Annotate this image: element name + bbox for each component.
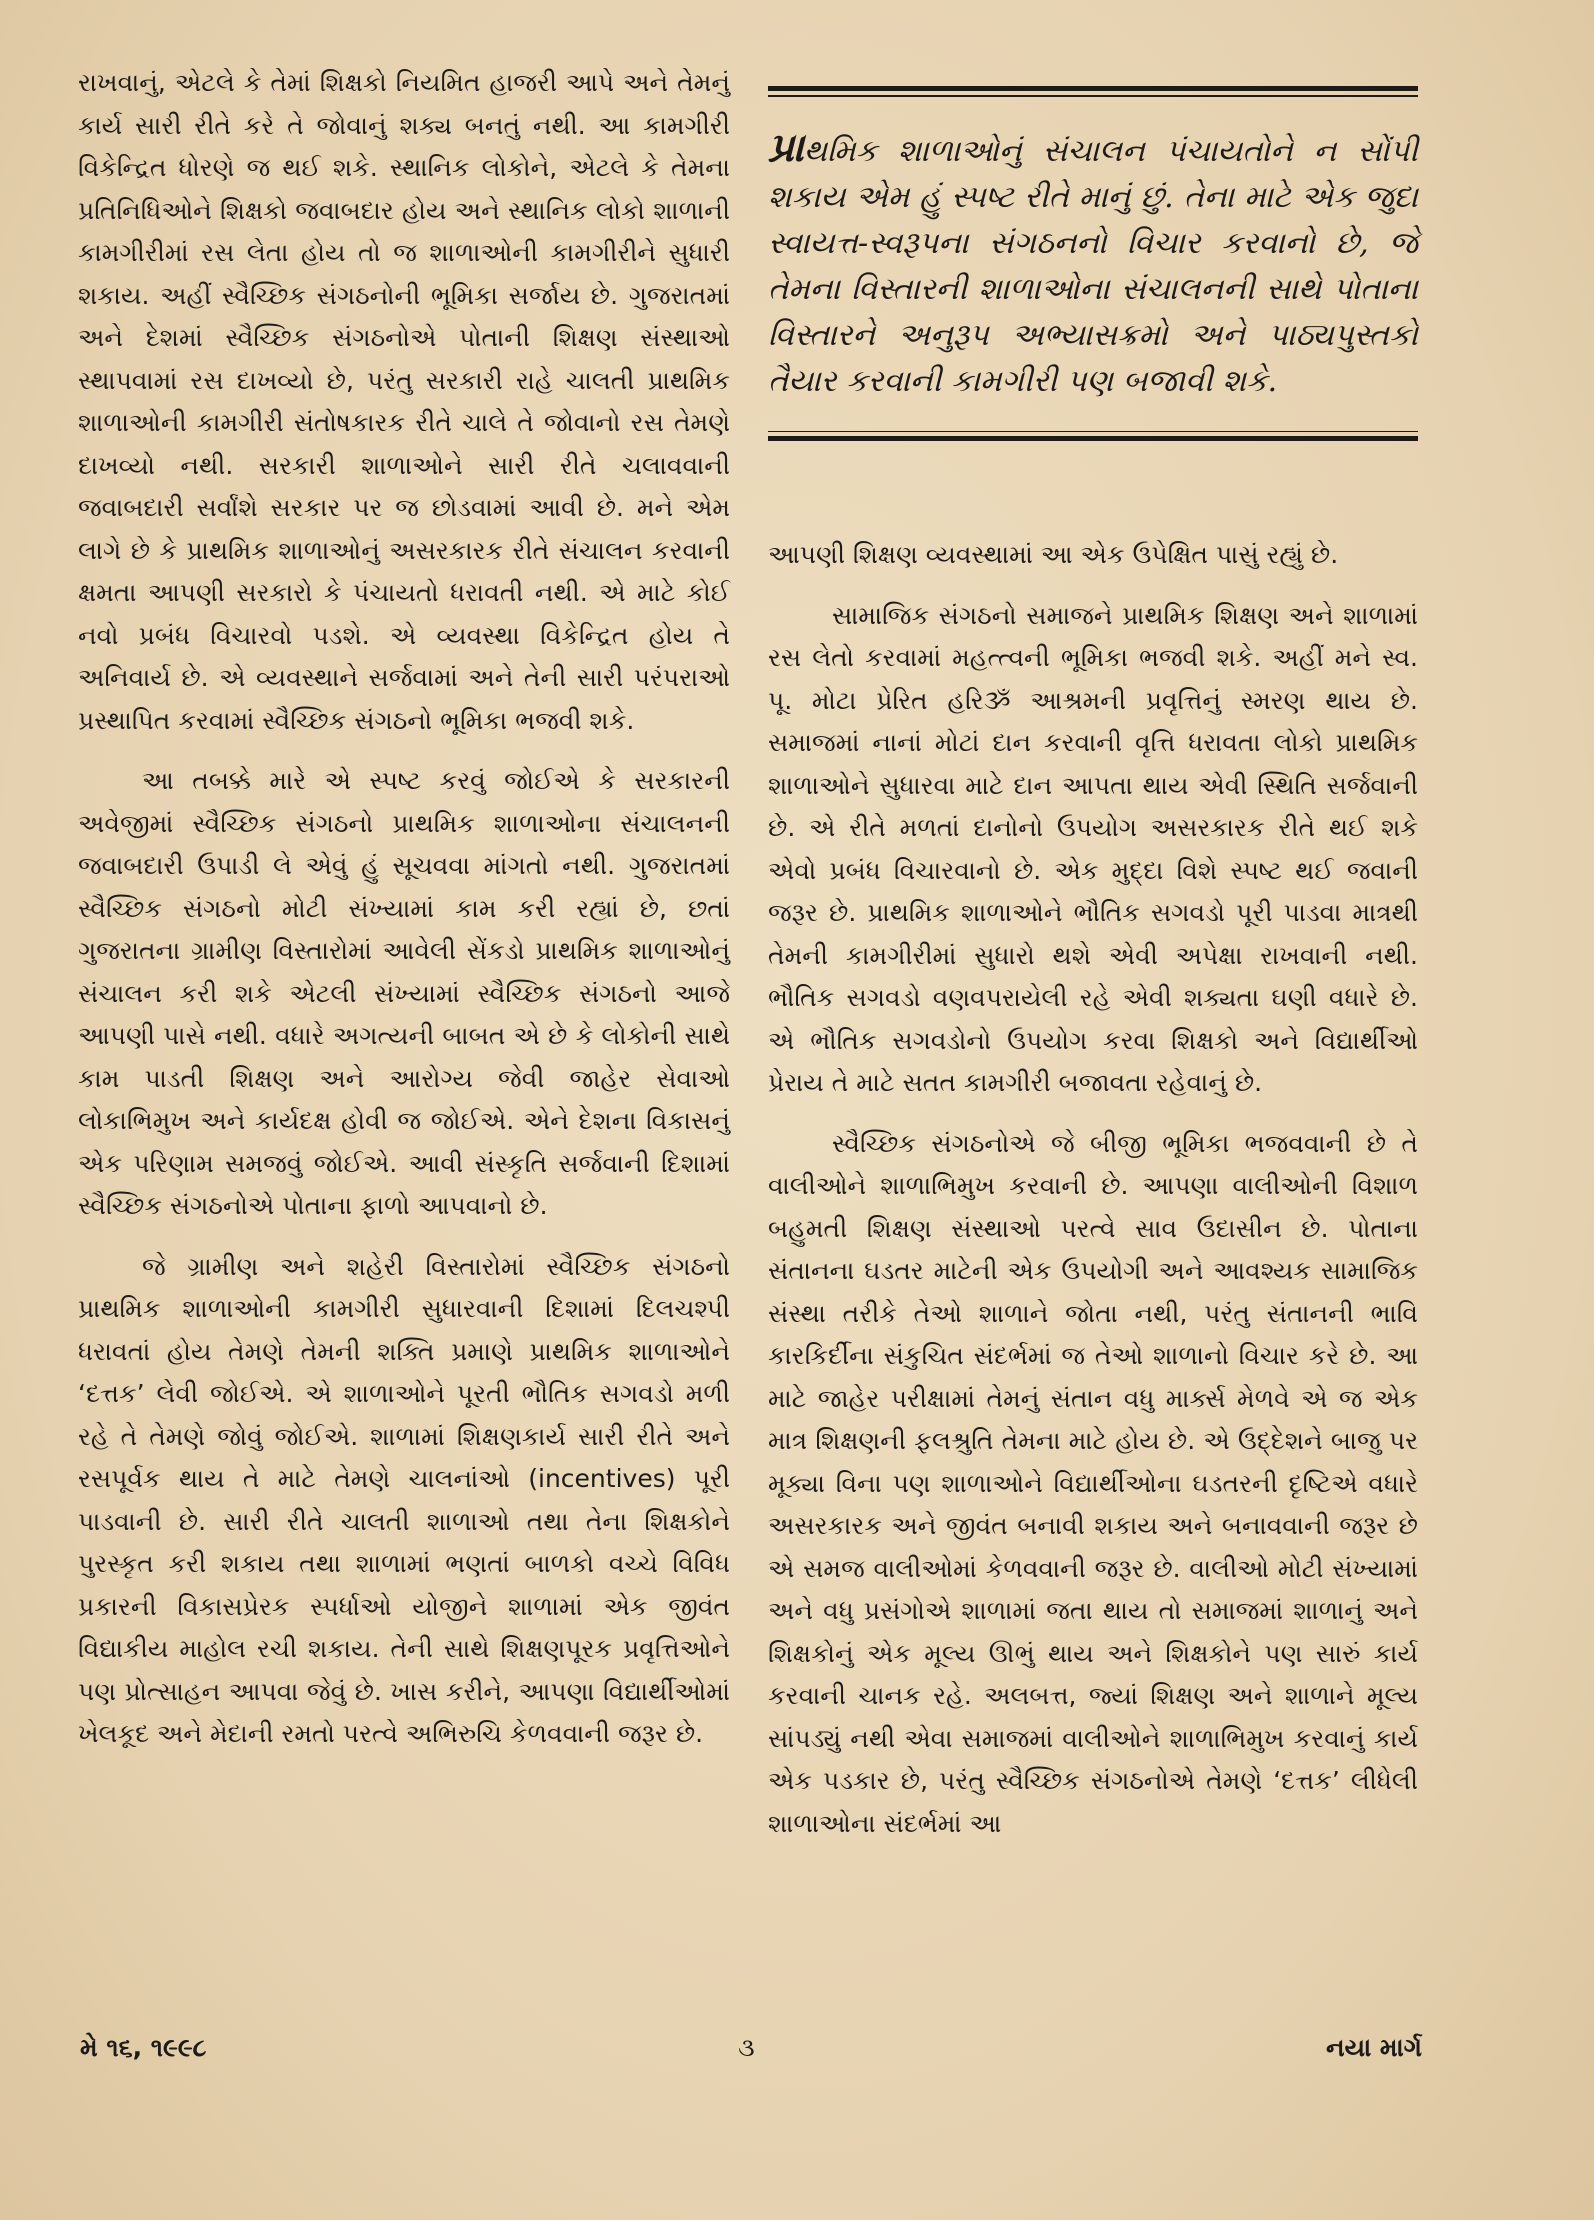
left-paragraph-2: આ તબક્કે મારે એ સ્પષ્ટ કરવું જોઈએ કે સરકારની અવેજીમાં સ્વૈચ્છિક સંગઠનો પ્રાથમિક શાળાઓના સંચાલનની જવાબદારી ઉપાડી લે એવું હું સૂચવવા માંગતો નથી. ગુજરાતમાં સ્વૈચ્છિક સંગઠનો મોટી સંખ્યામાં કામ કરી રહ્યાં છે, છતાં ગુજરાતના ગ્રામીણ વિસ્તારોમાં આવેલી સેંકડો પ્રાથમિક શાળાઓનું સંચાલન કરી શકે એટલી સંખ્યામાં સ્વૈચ્છિક સંગઠનો આજે આપણી પાસે નથી. વધારે અગત્યની બાબત એ છે કે લોકોની સાથે કામ પાડતી શિક્ષણ અને આરોગ્ય જેવી જાહેર સેવાઓ લોકાભિમુખ અને કાર્યદક્ષ હોવી જ જોઈએ. એને દેશના વિકાસનું એક પરિણામ સમજવું જોઈએ. આવી સંસ્કૃતિ સર્જવાની દિશામાં સ્વૈચ્છિક સંગઠનોએ પોતાના ફાળો આપવાનો છે. bbox=[78, 766, 730, 1220]
right-paragraph-1: આપણી શિક્ષણ વ્યવસ્થામાં આ એક ઉપેક્ષિત પાસું રહ્યું છે. bbox=[768, 540, 1339, 569]
pull-quote-dropcap: પ્રા bbox=[768, 123, 804, 171]
pull-quote-body: થમિક શાળાઓનું સંચાલન પંચાયતોને ન સોંપી શકાય એમ હું સ્પષ્ટ રીતે માનું છું. તેના માટે એક જુદા સ્વાયત્ત-સ્વરૂપના સંગઠનનો વિચાર કરવાનો છે, જે તેમના વિસ્તારની શાળાઓના સંચાલનની સાથે પોતાના વિસ્તારને અનુરૂપ અભ્યાસક્રમો અને પાઠ્યપુસ્તકો તૈયાર કરવાની કામગીરી પણ બજાવી શકે. bbox=[768, 133, 1418, 399]
left-paragraph-1: રાખવાનું, એટલે કે તેમાં શિક્ષકો નિયમિત હાજરી આપે અને તેમનું કાર્ય સારી રીતે કરે તે જોવાનું શક્ય બનતું નથી. આ કામગીરી વિકેન્દ્રિત ધોરણે જ થઈ શકે. સ્થાનિક લોકોને, એટલે કે તેમના પ્રતિનિધિઓને શિક્ષકો જવાબદાર હોય અને સ્થાનિક લોકો શાળાની કામગીરીમાં રસ લેતા હોય તો જ શાળાઓની કામગીરીને સુધારી શકાય. અહીં સ્વૈચ્છિક સંગઠનોની ભૂમિકા સર્જાય છે. ગુજરાતમાં અને દેશમાં સ્વૈચ્છિક સંગઠનોએ પોતાની શિક્ષણ સંસ્થાઓ સ્થાપવામાં રસ દાખવ્યો છે, પરંતુ સરકારી રાહે ચાલતી પ્રાથમિક શાળાઓની કામગીરી સંતોષકારક રીતે ચાલે તે જોવાનો રસ તેમણે દાખવ્યો નથી. સરકારી શાળાઓને સારી રીતે ચલાવવાની જવાબદારી સર્વાંશે સરકાર પર જ છોડવામાં આવી છે. મને એમ લાગે છે કે પ્રાથમિક શાળાઓનું અસરકારક રીતે સંચાલન કરવાની ક્ષમતા આપણી સરકારો કે પંચાયતો ધરાવતી નથી. એ માટે કોઈ નવો પ્રબંધ વિચારવો પડશે. એ વ્યવસ્થા વિકેન્દ્રિત હોય તે અનિવાર્ય છે. એ વ્યવસ્થાને સર્જવામાં અને તેની સારી પરંપરાઓ પ્રસ્થાપિત કરવામાં સ્વૈચ્છિક સંગઠનો ભૂમિકા ભજવી શકે. bbox=[78, 68, 730, 735]
footer-magazine-name: નયા માર્ગ bbox=[1326, 2033, 1422, 2062]
pull-quote-top-rule bbox=[768, 86, 1418, 91]
pull-quote bbox=[768, 86, 1418, 414]
left-paragraph-3: જે ગ્રામીણ અને શહેરી વિસ્તારોમાં સ્વૈચ્છિક સંગઠનો પ્રાથમિક શાળાઓની કામગીરી સુધારવાની દિશામાં દિલચશ્પી ધરાવતાં હોય તેમણે તેમની શક્તિ પ્રમાણે પ્રાથમિક શાળાઓને ‘દત્તક’ લેવી જોઈએ. એ શાળાઓને પૂરતી ભૌતિક સગવડો મળી રહે તે તેમણે જોવું જોઈએ. શાળામાં શિક્ષણકાર્ય સારી રીતે અને રસપૂર્વક થાય તે માટે તેમણે ચાલનાંઓ (incentives) પૂરી પાડવાની છે. સારી રીતે ચાલતી શાળાઓ તથા તેના શિક્ષકોને પુરસ્કૃત કરી શકાય તથા શાળામાં ભણતાં બાળકો વચ્ચે વિવિધ પ્રકારની વિકાસપ્રેરક સ્પર્ધાઓ યોજીને શાળામાં એક જીવંત વિદ્યાકીય માહોલ રચી શકાય. તેની સાથે શિક્ષણપૂરક પ્રવૃત્તિઓને પણ પ્રોત્સાહન આપવા જેવું છે. ખાસ કરીને, આપણા વિદ્યાર્થીઓમાં ખેલકૂદ અને મેદાની રમતો પરત્વે અભિરુચિ કેળવવાની જરૂર છે. bbox=[78, 1251, 730, 1748]
right-paragraph-3: સ્વૈચ્છિક સંગઠનોએ જે બીજી ભૂમિકા ભજવવાની છે તે વાલીઓને શાળાભિમુખ કરવાની છે. આપણા વાલીઓની વિશાળ બહુમતી શિક્ષણ સંસ્થાઓ પરત્વે સાવ ઉદાસીન છે. પોતાના સંતાનના ઘડતર માટેની એક ઉપયોગી અને આવશ્યક સામાજિક સંસ્થા તરીકે તેઓ શાળાને જોતા નથી, પરંતુ સંતાનની ભાવિ કારકિર્દીના સંકુચિત સંદર્ભમાં જ તેઓ શાળાનો વિચાર કરે છે. આ માટે જાહેર પરીક્ષામાં તેમનું સંતાન વધુ માર્ક્સ મેળવે એ જ એક માત્ર શિક્ષણની ફલશ્રુતિ તેમના માટે હોય છે. એ ઉદ્દેશને બાજુ પર મૂક્યા વિના પણ શાળાઓને વિદ્યાર્થીઓના ઘડતરની દૃષ્ટિએ વધારે અસરકારક અને જીવંત બનાવી શકાય અને બનાવવાની જરૂર છે એ સમજ વાલીઓમાં કેળવવાની જરૂર છે. વાલીઓ મોટી સંખ્યામાં અને વધુ પ્રસંગોએ શાળામાં જતા થાય તો સમાજમાં શાળાનું અને શિક્ષકોનું એક મૂલ્ય ઊભું થાય અને શિક્ષકોને પણ સારું કાર્ય કરવાની ચાનક રહે. અલબત્ત, જ્યાં શિક્ષણ અને શાળાને મૂલ્ય સાંપડ્યું નથી એવા સમાજમાં વાલીઓને શાળાભિમુખ કરવાનું કાર્ય એક પડકાર છે, પરંતુ સ્વૈચ્છિક સંગઠનોએ તેમણે ‘દત્તક’ લીધેલી શાળાઓના સંદર્ભમાં આ bbox=[768, 1128, 1418, 1838]
right-paragraph-2: સામાજિક સંગઠનો સમાજને પ્રાથમિક શિક્ષણ અને શાળામાં રસ લેતો કરવામાં મહત્ત્વની ભૂમિકા ભજવી શકે. અહીં મને સ્વ. પૂ. મોટા પ્રેરિત હરિૐ આશ્રમની પ્રવૃત્તિનું સ્મરણ થાય છે. સમાજમાં નાનાં મોટાં દાન કરવાની વૃત્તિ ધરાવતા લોકો પ્રાથમિક શાળાઓને સુધારવા માટે દાન આપતા થાય એવી સ્થિતિ સર્જવાની છે. એ રીતે મળતાં દાનોનો ઉપયોગ અસરકારક રીતે થઈ શકે એવો પ્રબંધ વિચારવાનો છે. એક મુદ્દા વિશે સ્પષ્ટ થઈ જવાની જરૂર છે. પ્રાથમિક શાળાઓને ભૌતિક સગવડો પૂરી પાડવા માત્રથી તેમની કામગીરીમાં સુધારો થશે એવી અપેક્ષા રાખવાની નથી. ભૌતિક સગવડો વણવપરાયેલી રહે એવી શક્યતા ઘણી વધારે છે. એ ભૌતિક સગવડોનો ઉપયોગ કરવા શિક્ષકો અને વિદ્યાર્થીઓ પ્રેરાય તે માટે સતત કામગીરી બજાવતા રહેવાનું છે. bbox=[768, 600, 1418, 1097]
footer-page-number: ૩ bbox=[738, 2033, 755, 2062]
pull-quote-bottom-thin-rule bbox=[768, 431, 1418, 433]
footer-date: મે ૧૬, ૧૯૯૮ bbox=[80, 2033, 207, 2062]
right-column bbox=[768, 534, 1418, 1845]
left-column bbox=[78, 62, 730, 1756]
pull-quote-bottom-rule bbox=[768, 436, 1418, 441]
pull-quote-text bbox=[768, 125, 1418, 405]
pull-quote-top-thin-rule bbox=[768, 95, 1418, 97]
